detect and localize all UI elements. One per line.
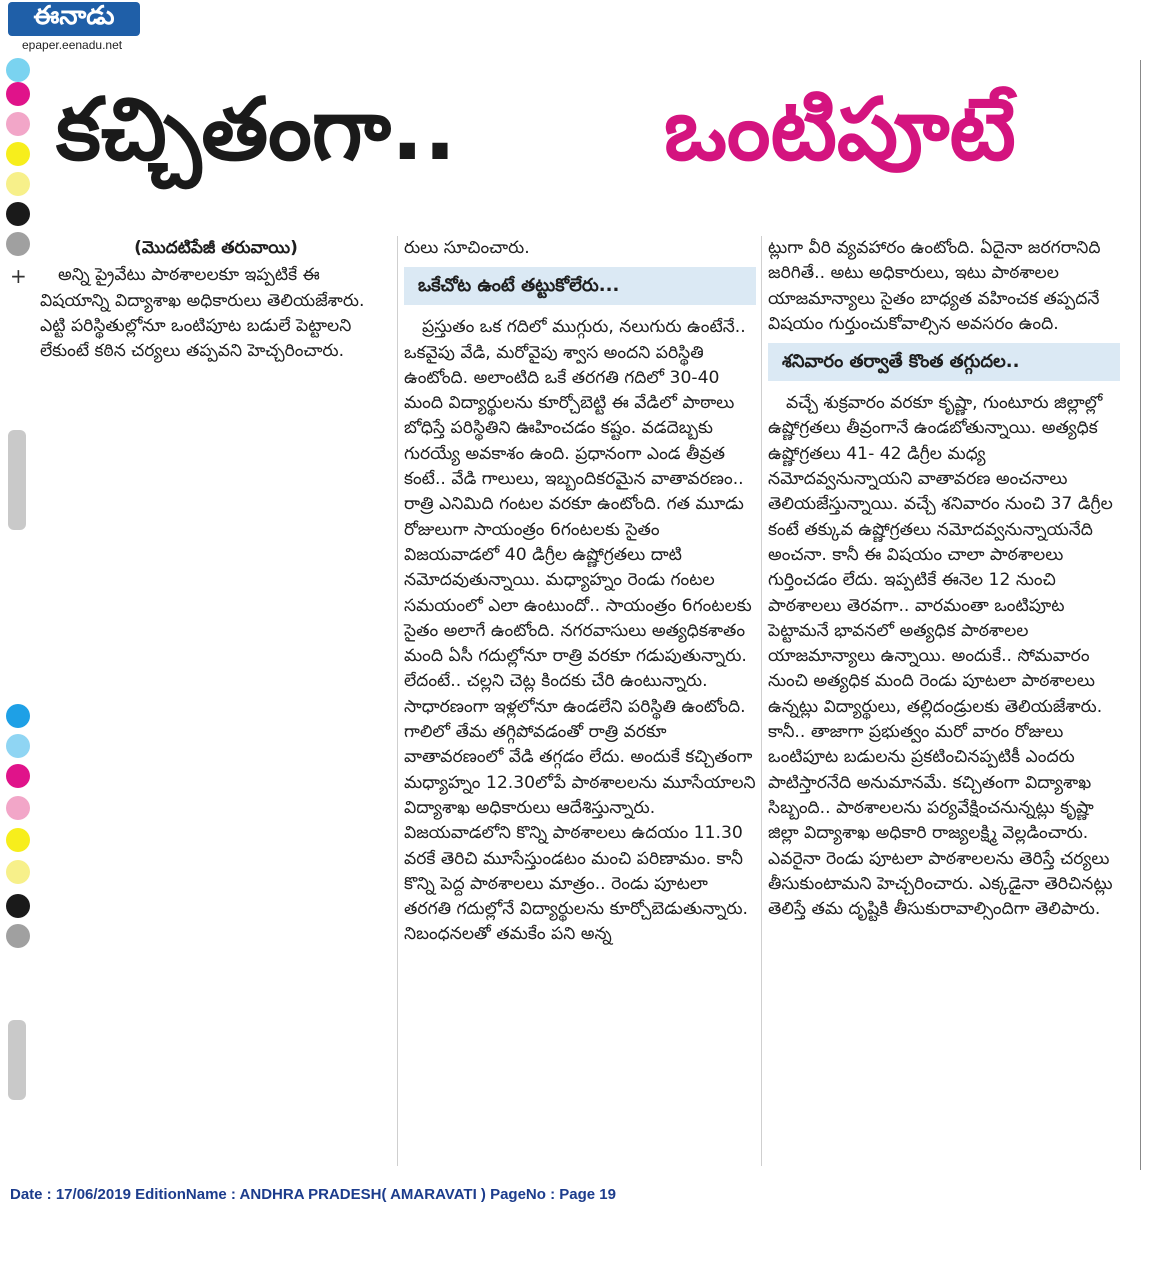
eenadu-logo: ఈనాడు — [8, 2, 140, 36]
cyan-light-mark-2 — [6, 734, 30, 758]
article-column-2 — [404, 236, 756, 948]
headline — [50, 80, 1140, 220]
col2-paragraph-1: ప్రస్తుతం ఒక గదిలో ముగ్గురు, నలుగురు ఉంటేనే.. ఒకవైపు వేడి, మరోవైపు శ్వాస అందని పరిస్థితి ఉంటోంది. అలాంటిది ఒకే తరగతి గదిలో 30-40 మంది విద్యార్థులను కూర్చోబెట్టి ఈ వేడిలో పాఠాలు బోధిస్తే పరిస్థితిని ఊహించడం కష్టం. వడదెబ్బకు గురయ్యే అవకాశం ఉంది. ప్రధానంగా ఎండ తీవ్రత కంటే.. వేడి గాలులు, ఇబ్బందికరమైన వాతావరణం.. రాత్రి ఎనిమిది గంటల వరకూ ఉంటోంది. గత మూడు రోజులుగా సాయంత్రం 6గంటలకు సైతం విజయవాడలో 40 డిగ్రీల ఉష్ణోగ్రతలు దాటి నమోదవుతున్నాయి. మధ్యాహ్నం రెండు గంటల సమయంలో ఎలా ఉంటుందో.. సాయంత్రం 6గంటలకు సైతం అలాగే ఉంటోంది. నగరవాసులు అత్యధికశాతం మంది ఏసీ గదుల్లోనూ రాత్రి వరకూ గడుపుతున్నారు. లేదంటే.. చల్లని చెట్ల కిందకు చేరి ఉంటున్నారు. సాధారణంగా ఇళ్లలోనూ ఉండలేని పరిస్థితి ఉంటోంది. గాలిలో తేమ తగ్గిపోవడంతో రాత్రి వరకూ వాతావరణంలో వేడి తగ్గడం లేదు. అందుకే కచ్చితంగా మధ్యాహ్నం 12.30లోపే పాఠశాలలను మూసేయాలని విద్యాశాఖ అధికారులు ఆదేశిస్తున్నారు. విజయవాడలోని కొన్ని పాఠశాలలు ఉదయం 11.30 వరకే తెరిచి మూసేస్తుండటం మంచి పరిణామం. కానీ కొన్ని పెద్ద పాఠశాలలు మాత్రం.. రెండు పూటలా తరగతి గదుల్లోనే విద్యార్థులను కూర్చోబెడుతున్నారు. నిబంధనలతో తమకేం పని అన్న — [404, 317, 756, 945]
col3-lead-text: ట్లుగా వీరి వ్యవహారం ఉంటోంది. ఏదైనా జరగరానిది జరిగితే.. అటు అధికారులు, ఇటు పాఠశాలల యాజమాన్యాలు సైతం బాధ్యత వహించక తప్పదనే విషయం గుర్తుంచుకోవాల్సిన అవసరం ఉంది. — [768, 238, 1101, 334]
plus-crosshair-icon: + — [10, 264, 27, 288]
column-rule-1 — [397, 236, 398, 1166]
subheading-saturday: శనివారం తర్వాతే కొంత తగ్గుదల.. — [768, 343, 1120, 381]
col1-paragraph-1: అన్ని ప్రైవేటు పాఠశాలలకూ ఇప్పటికే ఈ విషయాన్ని విద్యాశాఖ అధికారులు తెలియజేశారు. ఎట్టి పరిస్థితుల్లోనూ ఒంటిపూట బడులే పెట్టాలని లేకుంటే కఠిన చర్యలు తప్పవని హెచ్చరించారు. — [40, 265, 365, 362]
yellow-mark-2 — [6, 828, 30, 852]
magenta-light-mark — [6, 112, 30, 136]
cyan-light-mark — [6, 58, 30, 82]
continuation-kicker: (మొదటిపేజీ తరువాయి) — [134, 238, 298, 258]
column-rule-2 — [761, 236, 762, 1166]
magenta-mark — [6, 82, 30, 106]
print-registration-marks — [4, 52, 32, 1172]
article-column-3 — [768, 236, 1120, 922]
cyan-mark — [6, 704, 30, 728]
magenta-light-mark-2 — [6, 796, 30, 820]
col3-paragraph-1: వచ్చే శుక్రవారం వరకూ కృష్ణా, గుంటూరు జిల్లాల్లో ఉష్ణోగ్రతలు తీవ్రంగానే ఉండబోతున్నాయి. అత్యధిక ఉష్ణోగ్రతలు 41- 42 డిగ్రీల మధ్య నమోదవ్వనున్నాయని వాతావరణ అంచనాలు తెలియజేస్తున్నాయి. వచ్చే శనివారం నుంచి 37 డిగ్రీల కంటే తక్కువ ఉష్ణోగ్రతలు నమోదవ్వనున్నాయనేది అంచనా. కానీ ఈ విషయం చాలా పాఠశాలలు గుర్తించడం లేదు. ఇప్పటికే ఈనెల 12 నుంచి పాఠశాలలు తెరవగా.. వారమంతా ఒంటిపూట పెట్టామనే భావనలో అత్యధిక పాఠశాలల యాజమాన్యాలు ఉన్నాయి. అందుకే.. సోమవారం నుంచి అత్యధిక మంది రెండు పూటలా పాఠశాలలు ఉన్నట్లు విద్యార్థులు, తల్లిదండ్రులకు తెలియజేశారు. కానీ.. తాజాగా ప్రభుత్వం మరో వారం రోజులు ఒంటిపూట బడులను ప్రకటించినప్పటికీ ఎందరు పాటిస్తారనేది అనుమానమే. కచ్చితంగా విద్యాశాఖ సిబ్బంది.. పాఠశాలలను పర్యవేక్షించనున్నట్లు కృష్ణా జిల్లా విద్యాశాఖ అధికారి రాజ్యలక్ష్మి వెల్లడించారు. ఎవరైనా రెండు పూటలా పాఠశాలలను తెరిస్తే చర్యలు తీసుకుంటామని హెచ్చరించారు. ఎక్కడైనా తెరిచినట్లు తెలిస్తే తమ దృష్టికి తీసుకురావాల్సిందిగా తెలిపారు. — [768, 393, 1113, 920]
logo-url: epaper.eenadu.net — [22, 38, 123, 52]
yellow-mark — [6, 142, 30, 166]
col2-lead-text: రులు సూచించారు. — [404, 238, 530, 258]
page-header — [0, 0, 1160, 60]
right-border-rule — [1140, 60, 1141, 1170]
article-column-1 — [40, 236, 392, 364]
yellow-light-mark-2 — [6, 860, 30, 884]
gray-bar-mark — [8, 430, 26, 530]
headline-magenta-part: ఒంటిపూటే — [664, 80, 1016, 180]
headline-black-part: కచ్చితంగా.. — [56, 80, 457, 180]
magenta-mark-2 — [6, 764, 30, 788]
gray-mark — [6, 232, 30, 256]
subheading-one-place: ఒకేచోట ఉంటే తట్టుకోలేరు... — [404, 267, 756, 305]
gray-mark-2 — [6, 924, 30, 948]
yellow-light-mark — [6, 172, 30, 196]
edition-footer: Date : 17/06/2019 EditionName : ANDHRA PRADESH( AMARAVATI ) PageNo : Page 19 — [10, 1186, 616, 1203]
black-mark-2 — [6, 894, 30, 918]
gray-bar-mark-2 — [8, 1020, 26, 1100]
black-mark — [6, 202, 30, 226]
